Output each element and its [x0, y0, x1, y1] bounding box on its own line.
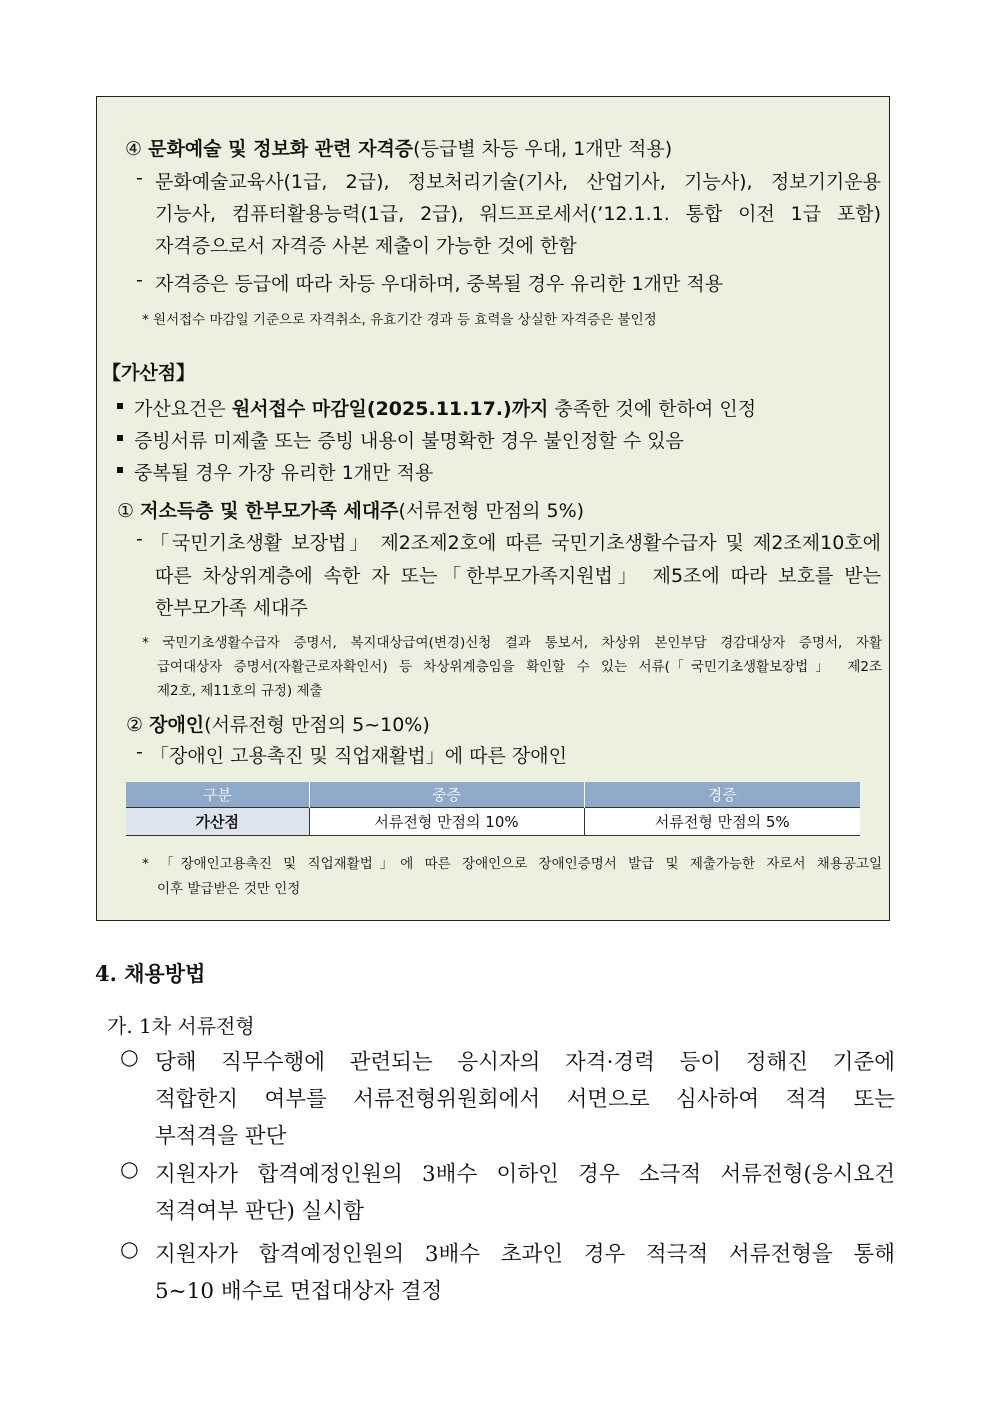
method-3-line-2: 5~10 배수로 면접대상자 결정	[155, 1279, 443, 1304]
bonus-bullet-2: 증빙서류 미제출 또는 증빙 내용이 불명확한 경우 불인정할 수 있음	[134, 430, 684, 452]
bullet-square	[117, 435, 123, 441]
cert-heading-bold: 문화예술 및 정보화 관련 자격증	[148, 138, 414, 160]
section-title: 4. 채용방법	[95, 961, 206, 986]
bonus-table	[126, 782, 860, 836]
item1-line-1: 「국민기초생활 보장법」 제2조제2호에 따른 국민기초생활수급자 및 제2조제10호에	[150, 532, 881, 554]
cert-dash-2: -	[136, 269, 143, 291]
disabled-heading	[126, 710, 430, 737]
bonus-title: 【가산점】	[102, 362, 196, 384]
item2-bold: 장애인	[149, 714, 205, 736]
method-1-line-3: 부적격을 판단	[155, 1124, 287, 1149]
cert-item1-line-1: 문화예술교육사(1급, 2급), 정보처리기술(기사, 산업기사, 기능사), 정보기기운용	[155, 171, 881, 193]
bullet1-post: 충족한 것에 한하여 인정	[548, 398, 757, 420]
item1-bold: 저소득층 및 한부모가족 세대주	[140, 500, 399, 522]
table-header: 중증	[309, 782, 584, 808]
item2-dash: -	[136, 741, 143, 763]
method-1-line-1: 당해 직무수행에 관련되는 응시자의 자격·경력 등이 정해진 기준에	[155, 1050, 895, 1075]
table-header-row	[126, 782, 860, 808]
cert-dash-1: -	[136, 167, 143, 189]
table-cell: 서류전형 만점의 5%	[584, 808, 860, 836]
circle-marker: ○	[120, 1157, 139, 1182]
table-header: 구분	[126, 782, 309, 808]
method-2-line-2: 적격여부 판단) 실시함	[155, 1199, 364, 1224]
method-3-line-1: 지원자가 합격예정인원의 3배수 초과인 경우 적극적 서류전형을 통해	[155, 1242, 895, 1267]
method-2-line-1: 지원자가 합격예정인원의 3배수 이하인 경우 소극적 서류전형(응시요건	[155, 1162, 895, 1187]
cert-item2: 자격증은 등급에 따라 차등 우대하며, 중복될 경우 유리한 1개만 적용	[155, 273, 724, 295]
item1-note-line-3: 제2호, 제11호의 규정) 제출	[157, 683, 323, 699]
item1-rest: (서류전형 만점의 5%)	[398, 500, 585, 522]
item1-note-line-2: 급여대상자 증명서(자활근로자확인서) 등 차상위계층임을 확인할 수 있는 서류(「국민기초생활보장법」 제2조	[157, 659, 882, 675]
table-header: 경증	[584, 782, 860, 808]
cert-item1-line-2: 기능사, 컴퓨터활용능력(1급, 2급), 워드프로세서(’12.1.1. 통합 이전 1급 포함)	[155, 203, 881, 225]
section-subtitle: 가. 1차 서류전형	[107, 1014, 255, 1038]
method-1-line-2: 적합한지 여부를 서류전형위원회에서 서면으로 심사하여 적격 또는	[155, 1087, 895, 1112]
bullet-square	[117, 403, 123, 409]
item1-number: ①	[117, 500, 135, 522]
item1-dash: -	[136, 528, 143, 550]
bonus-bullet-1	[134, 394, 756, 421]
bullet1-deadline: 원서접수 마감일(2025.11.17.)까지	[231, 398, 549, 420]
table-cell: 서류전형 만점의 10%	[309, 808, 584, 836]
circle-marker: ○	[120, 1237, 139, 1262]
table-cell: 가산점	[126, 808, 309, 836]
cert-heading	[125, 134, 672, 161]
cert-item1-line-3: 자격증으로서 자격증 사본 제출이 가능한 것에 한함	[155, 235, 577, 257]
cert-number: ④	[125, 138, 143, 160]
disabled-note-line-2: 이후 발급받은 것만 인정	[157, 881, 301, 897]
item1-note-line-1: * 국민기초생활수급자 증명서, 복지대상급여(변경)신청 결과 통보서, 차상위 본인부담 경감대상자 증명서, 자활	[142, 635, 882, 651]
bonus-bullet-3: 중복될 경우 가장 유리한 1개만 적용	[134, 462, 434, 484]
cert-note: * 원서접수 마감일 기준으로 자격취소, 유효기간 경과 등 효력을 상실한 자격증은 불인정	[142, 312, 657, 328]
item2-number: ②	[126, 714, 144, 736]
circle-marker: ○	[120, 1045, 139, 1070]
item2-line: 「장애인 고용촉진 및 직업재활법」에 따른 장애인	[150, 745, 567, 767]
bullet-square	[117, 467, 123, 473]
low-income-heading	[117, 496, 584, 523]
item2-rest: (서류전형 만점의 5~10%)	[204, 714, 430, 736]
bullet1-pre: 가산요건은	[134, 398, 232, 420]
table-row	[126, 808, 860, 836]
item1-line-3: 한부모가족 세대주	[155, 597, 308, 619]
disabled-note-line-1: * 「장애인고용촉진 및 직업재활법」에 따른 장애인으로 장애인증명서 발급 및 제출가능한 자로서 채용공고일	[142, 856, 882, 872]
item1-line-2: 따른 차상위계층에 속한 자 또는「한부모가족지원법」 제5조에 따라 보호를 받는	[155, 565, 881, 587]
cert-heading-rest: (등급별 차등 우대, 1개만 적용)	[413, 138, 673, 160]
